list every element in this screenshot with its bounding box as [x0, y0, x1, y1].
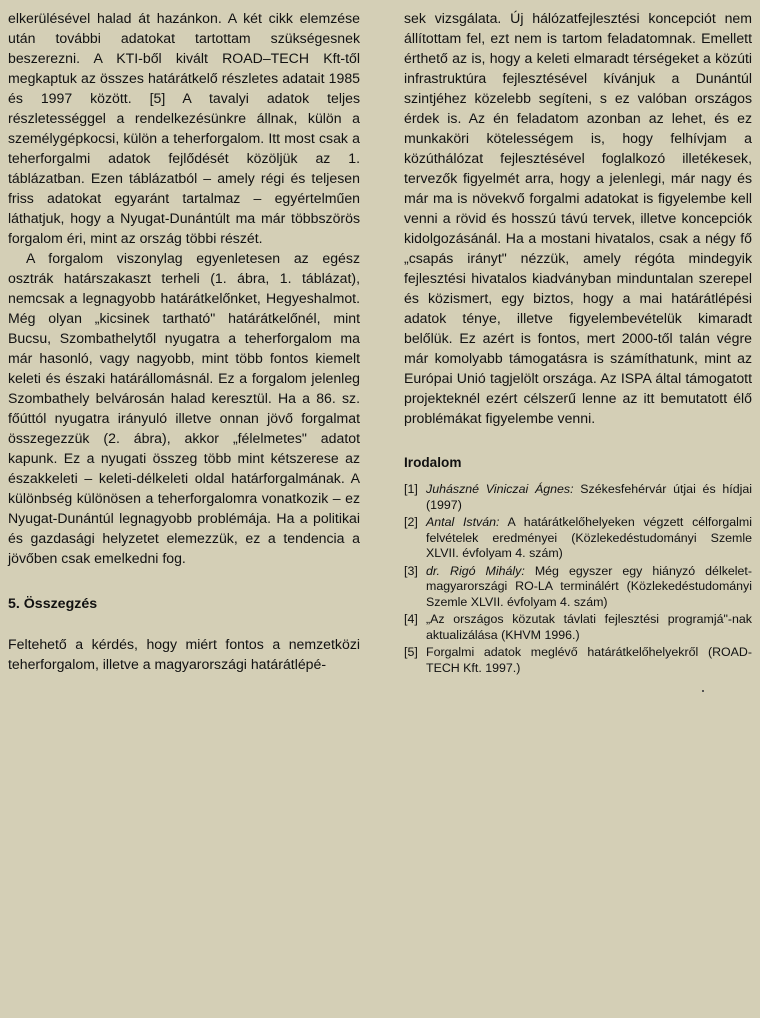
reference-number: [5]: [404, 645, 418, 659]
reference-text: Még egyszer egy hiányzó délkelet-magyarországi RO-LA terminálért (Közlekedéstudományi Szemle XLVII. évfolyam 4. szám): [426, 563, 752, 609]
reference-text: Székesfehérvár útjai és hídjai (1997): [426, 482, 752, 512]
reference-number: [3]: [404, 563, 418, 578]
reference-text: „Az országos közutak távlati fejlesztési programjá"-nak aktualizálása (KHVM 1996.): [426, 612, 752, 642]
reference-item: [404, 645, 752, 676]
body-paragraph-1: elkerülésével halad át hazánkon. A két cikk elemzése után további adatokat tartottam szükségesnek beszerezni. A KTI-ből kivált ROAD–TECH Kft-től megkaptuk az összes határátkelő részletes adatait 1985 és 1997 között. [5] A tavalyi adatok teljes részletességgel a rendelkezésünkre állnak, külön a személygépkocsi, külön a teherforgalom. Itt most csak a teherforgalmi adatok fejlődését közöljük az 1. táblázatban. Ezen táblázatból – amely régi és teljesen friss adatokat egyaránt tartalmaz – egyértelműen láthatjuk, hogy a Nyugat-Dunántúlt ma már többszörös forgalom éri, mint az ország többi részét.: [8, 10, 360, 246]
scan-speck: [702, 690, 704, 692]
reference-number: [1]: [404, 482, 418, 496]
reference-author: dr. Rigó Mihály:: [426, 563, 525, 578]
body-paragraph-3: Feltehető a kérdés, hogy miért fontos a nemzetközi teherforgalom, illetve a magyarországi határátlépé-: [8, 636, 360, 672]
reference-number: [4]: [404, 612, 418, 626]
body-paragraph-2: A forgalom viszonylag egyenletesen az egész osztrák határszakaszt terheli (1. ábra, 1. táblázat), nemcsak a legnagyobb határátkelőnket, Hegyeshalmot. Még olyan „kicsinek tartható" határátkelőnél, mint Bucsu, Szombathelytől nyugatra a teherforgalom ma már hasonló, vagy nagyobb, mint több fontos kiemelt keleti és északi határállomásnál. Ez a forgalom jelenleg Szombathely belvárosán halad keresztül. Ha a 86. sz. főúttól nyugatra irányuló illetve onnan jövő forgalmat összegezzük (2. ábra), akkor „félelmetes" adatot kapunk. Ez a nyugati összeg több mint kétszerese az északkeleti – keleti-délkeleti oldal határforgalmának. A különbség különösen a teherforgalomra vonatkozik – ez Nyugat-Dunántúl legnagyobb problémája. Ha a politikai és gazdasági helyzetet elemezzük, ez a tendencia a jövőben csak emelkedni fog.: [8, 250, 360, 566]
left-column: [8, 8, 360, 674]
reference-text: Forgalmi adatok meglévő határátkelőhelyekről (ROAD-TECH Kft. 1997.): [426, 645, 752, 675]
reference-text: A határátkelőhelyeken végzett célforgalmi felvételek eredményei (Közlekedéstudományi Szemle XLVII. évfolyam 4. szám): [426, 515, 752, 560]
reference-item: [404, 515, 752, 562]
right-column: [404, 8, 752, 678]
body-paragraph-4: sek vizsgálata. Új hálózatfejlesztési koncepciót nem állítottam fel, ezt nem is tartom feladatomnak. Emellett érthető az is, hogy a keleti elmaradt térségeket a közúti infrastruktúra fejlesztésével kívánjuk a Dunántúl szintjéhez közelebb segíteni, s ez valóban országos érdek is. Az én feladatom azonban az lehet, és ez munkaköri kötelességem is, hogy felhívjam a közúthálózat fejlesztésével foglalkozó illetékesek, tervezők figyelmét arra, hogy a jelenlegi, már nagy és már ma is növekvő forgalmi adatokat is figyelembe kell venni a rövid és hosszú távú tervek, illetve koncepciók kidolgozásánál. Ha a mostani hivatalos, csak a négy fő „csapás irányt" nézzük, amely régóta mindegyik fejlesztési hivatalos kiadványban minduntalan szerepel és közismert, egy biztos, hogy a mai határátlépési adatok ténye, illetve figyelembevételük kimaradt belőlük. Ez azért is fontos, mert 2000-től talán végre már komolyabb támogatásra is számíthatunk, mint az Európai Unió tagjelölt országa. Az ISPA által támogatott projekteknél ezért célszerű lenne az itt bemutatott élő problémákat figyelembe venni.: [404, 10, 752, 426]
reference-item: [404, 612, 752, 643]
references-heading: Irodalom: [404, 455, 462, 470]
reference-author: Antal István:: [426, 515, 500, 529]
reference-item: [404, 482, 752, 513]
reference-number: [2]: [404, 515, 418, 529]
reference-list: [404, 482, 752, 676]
reference-item: [404, 564, 752, 611]
section-heading-summary: 5. Összegzés: [8, 596, 98, 612]
reference-author: Juhászné Viniczai Ágnes:: [426, 482, 574, 496]
